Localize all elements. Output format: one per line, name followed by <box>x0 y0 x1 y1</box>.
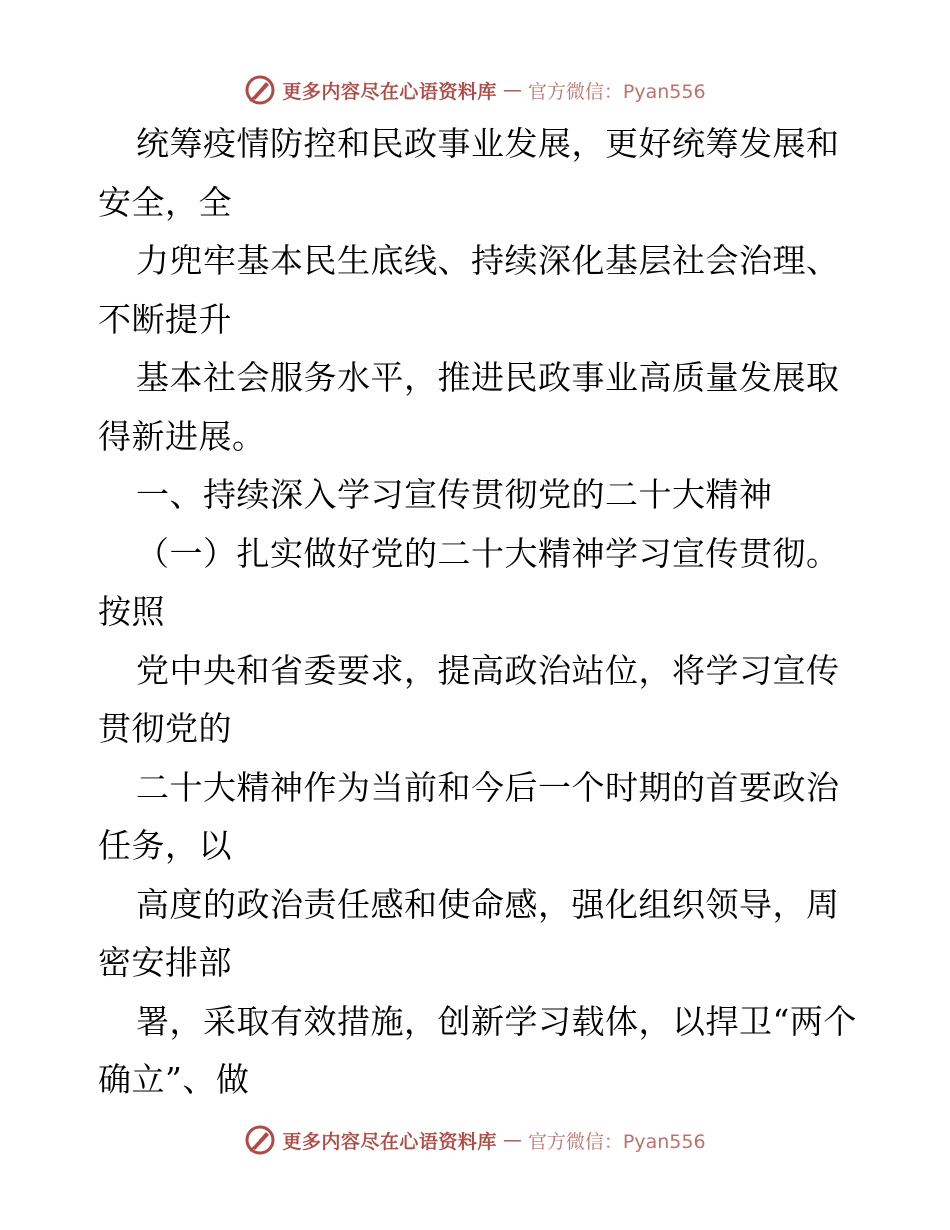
watermark-separator: — <box>502 1129 522 1151</box>
paragraph: 二十大精神作为当前和今后一个时期的首要政治任务，以 <box>98 767 840 865</box>
watermark-account: 官方微信：Pyan556 <box>527 1130 706 1153</box>
paragraph: 统筹疫情防控和民政事业发展，更好统筹发展和安全，全 <box>98 124 840 222</box>
section-heading: 一、持续深入学习宣传贯彻党的二十大精神 <box>136 475 773 514</box>
feather-pen-logo-icon <box>244 74 276 106</box>
paragraph: 党中央和省委要求，提高政治站位，将学习宣传贯彻党的 <box>98 650 840 748</box>
subsection-heading: （一）扎实做好党的二十大精神学习宣传贯彻。按照 <box>98 533 840 631</box>
document-body <box>98 115 858 1110</box>
paragraph: 高度的政治责任感和使命感，强化组织领导，周密安排部 <box>98 884 840 982</box>
paragraph: 力兜牢基本民生底线、持续深化基层社会治理、不断提升 <box>98 241 840 339</box>
footer-watermark <box>0 1120 950 1160</box>
watermark-brand: 更多内容尽在心语资料库 <box>282 80 497 103</box>
paragraph: 署，采取有效措施，创新学习载体，以捍卫“两个确立”、做 <box>98 1001 857 1099</box>
feather-pen-logo-icon <box>244 1124 276 1156</box>
watermark-brand: 更多内容尽在心语资料库 <box>282 1130 497 1153</box>
watermark-separator: — <box>502 79 522 101</box>
paragraph: 基本社会服务水平，推进民政事业高质量发展取得新进展。 <box>98 358 840 456</box>
header-watermark <box>0 70 950 110</box>
watermark-account: 官方微信：Pyan556 <box>527 80 706 103</box>
